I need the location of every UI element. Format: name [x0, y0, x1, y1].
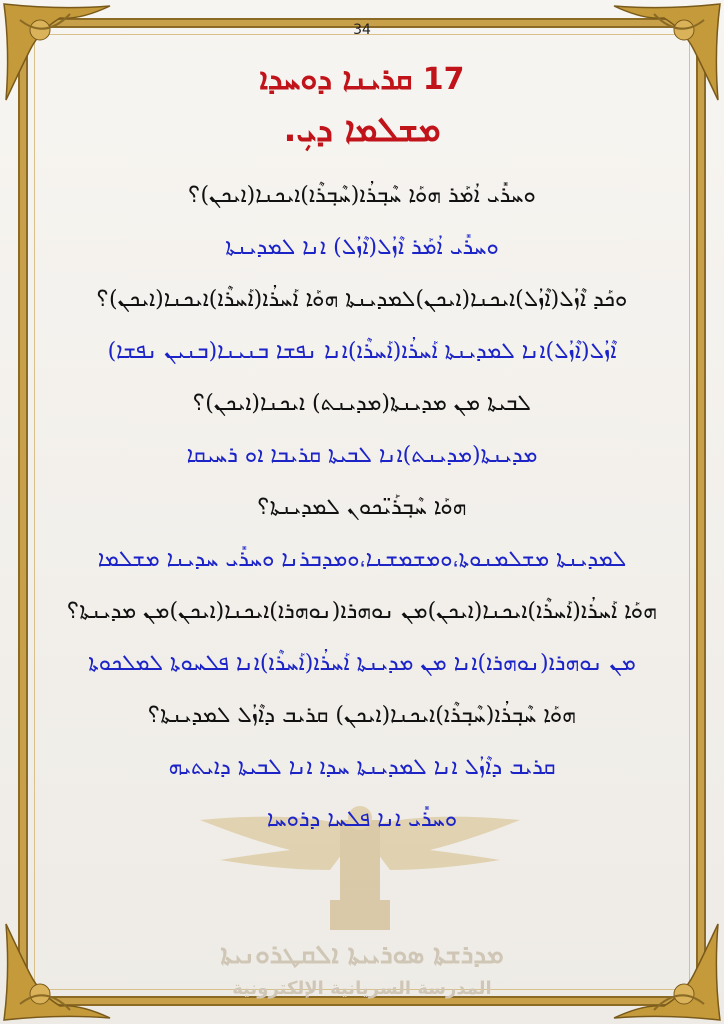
watermark-arabic: المدرسة السريانية الإلكترونية: [232, 978, 492, 999]
question-line: ܗܘܰܐ ܐܰܚܪܳܐ(ܐܰܚܪܶܐ)ܐܝܟܢܐ(ܐܝܟܢ)ܡܢ ܢܘܗܪܐ(ܢܘܗܪܐ)ܐܝܟܢܐ(ܐܝܟܢ)ܡܢ ܡܕܝܢܬܐ؟: [67, 599, 657, 624]
question-line: ܗܘܰܐ ܚܶܒ݂ܪܳܐ(ܚܶܒ݂ܪܶܐ)ܐܝܟܢܐ(ܐܝܟܢ) ܩܪܝܒ ܕܐܶܙܳܠ ܠܡܕܝܢܬܐ؟: [148, 703, 576, 728]
lesson-text: [40, 170, 684, 846]
watermark-syriac: ܡܕܪܫܬܐ ܣܘܪܝܝܬܐ ܐܠܩܛܪܘܢܝܬܐ: [220, 940, 504, 970]
question-line: ܠܒܝܬܐ ܡܢ ܡܕܝܢܬܐ(ܡܕܝܢܬ) ܐܝܟܢܐ(ܐܝܟܢ)؟: [193, 391, 531, 416]
answer-line: ܘܚܪܺܝ ܐܢܐ ܦܠܚܐ ܕܪܘܚܐ: [266, 807, 458, 832]
answer-line: ܠܡܕܝܢܬܐ ܡܫܠܡܢܘܬܐ،ܘܡܫܡܫܢܐ،ܘܡܕܒܪܢܐ ܘܚܪܺܝ ܚܕܝܢܐ ܡܫܠܡܐ: [97, 547, 627, 572]
answer-line: ܘܚܪܺܝ ܐܳܡܰܪ ܐܶܙܳܠ(ܐܶܙܳܠ) ܐܢܐ ܠܡܕܝܢܬܐ: [225, 235, 499, 260]
answer-line: ܐܶܙܳܠ(ܐܶܙܳܠ)ܐܢܐ ܠܡܕܝܢܬܐ ܐܰܚܪܳܐ(ܐܰܚܪܶܐ)ܐܢܐ ܢܦܫܐ ܒܢܝܢܐ(ܒܢܝܢ ܢܦܫܐ): [107, 339, 617, 364]
question-line: ܘܟܰܕ ܐܶܙܳܠ(ܐܶܙܳܠ)ܐܝܟܢܐ(ܐܝܟܢ)ܠܡܕܝܢܬܐ ܗܘܰܐ ܐܰܚܪܳܐ(ܐܰܚܪܶܐ)ܐܝܟܢܐ(ܐܝܟܢ)؟: [96, 287, 628, 312]
question-line: ܗܘܰܐ ܚܶܒ݂ܪܰܝ̈ܟܘܢ ܠܡܕܝܢܬܐ؟: [257, 495, 467, 520]
page-subtitle: ܡܫܠܡܐ ܕܝܼ.: [283, 110, 441, 150]
answer-line: ܡܕܝܢܬܐ(ܡܕܝܢܬ)ܐܢܐ ܠܒܝܬܐ ܩܪܝܒܐ ܐܘ ܪܚܝܩܐ: [186, 443, 538, 468]
page-title: 17 ܩܪܝܢܐ ܕܘܚܕܐ: [259, 62, 465, 97]
page-number: 34: [353, 22, 371, 38]
answer-line: ܩܪܝܒ ܕܐܶܙܳܠ ܐܢܐ ܠܡܕܝܢܬܐ ܚܕܐ ܐܢܐ ܠܒܝܬܐ ܕܐܝܬܝܗ: [168, 755, 556, 780]
question-line: ܘܚܪܺܝ ܐܳܡܰܪ ܗܘܰܐ ܚܶܒ݂ܪܳܐ(ܚܶܒ݂ܪܶܐ)ܐܝܟܢܐ(ܐܝܟܢ)؟: [188, 183, 536, 208]
answer-line: ܡܢ ܢܘܗܪܐ(ܢܘܗܪܐ)ܐܢܐ ܡܢ ܡܕܝܢܬܐ ܐܰܚܪܳܐ(ܐܰܚܪܶܐ)ܐܢܐ ܦܠܚܘܬܐ ܠܡܠܟܘܬܐ: [88, 651, 636, 676]
